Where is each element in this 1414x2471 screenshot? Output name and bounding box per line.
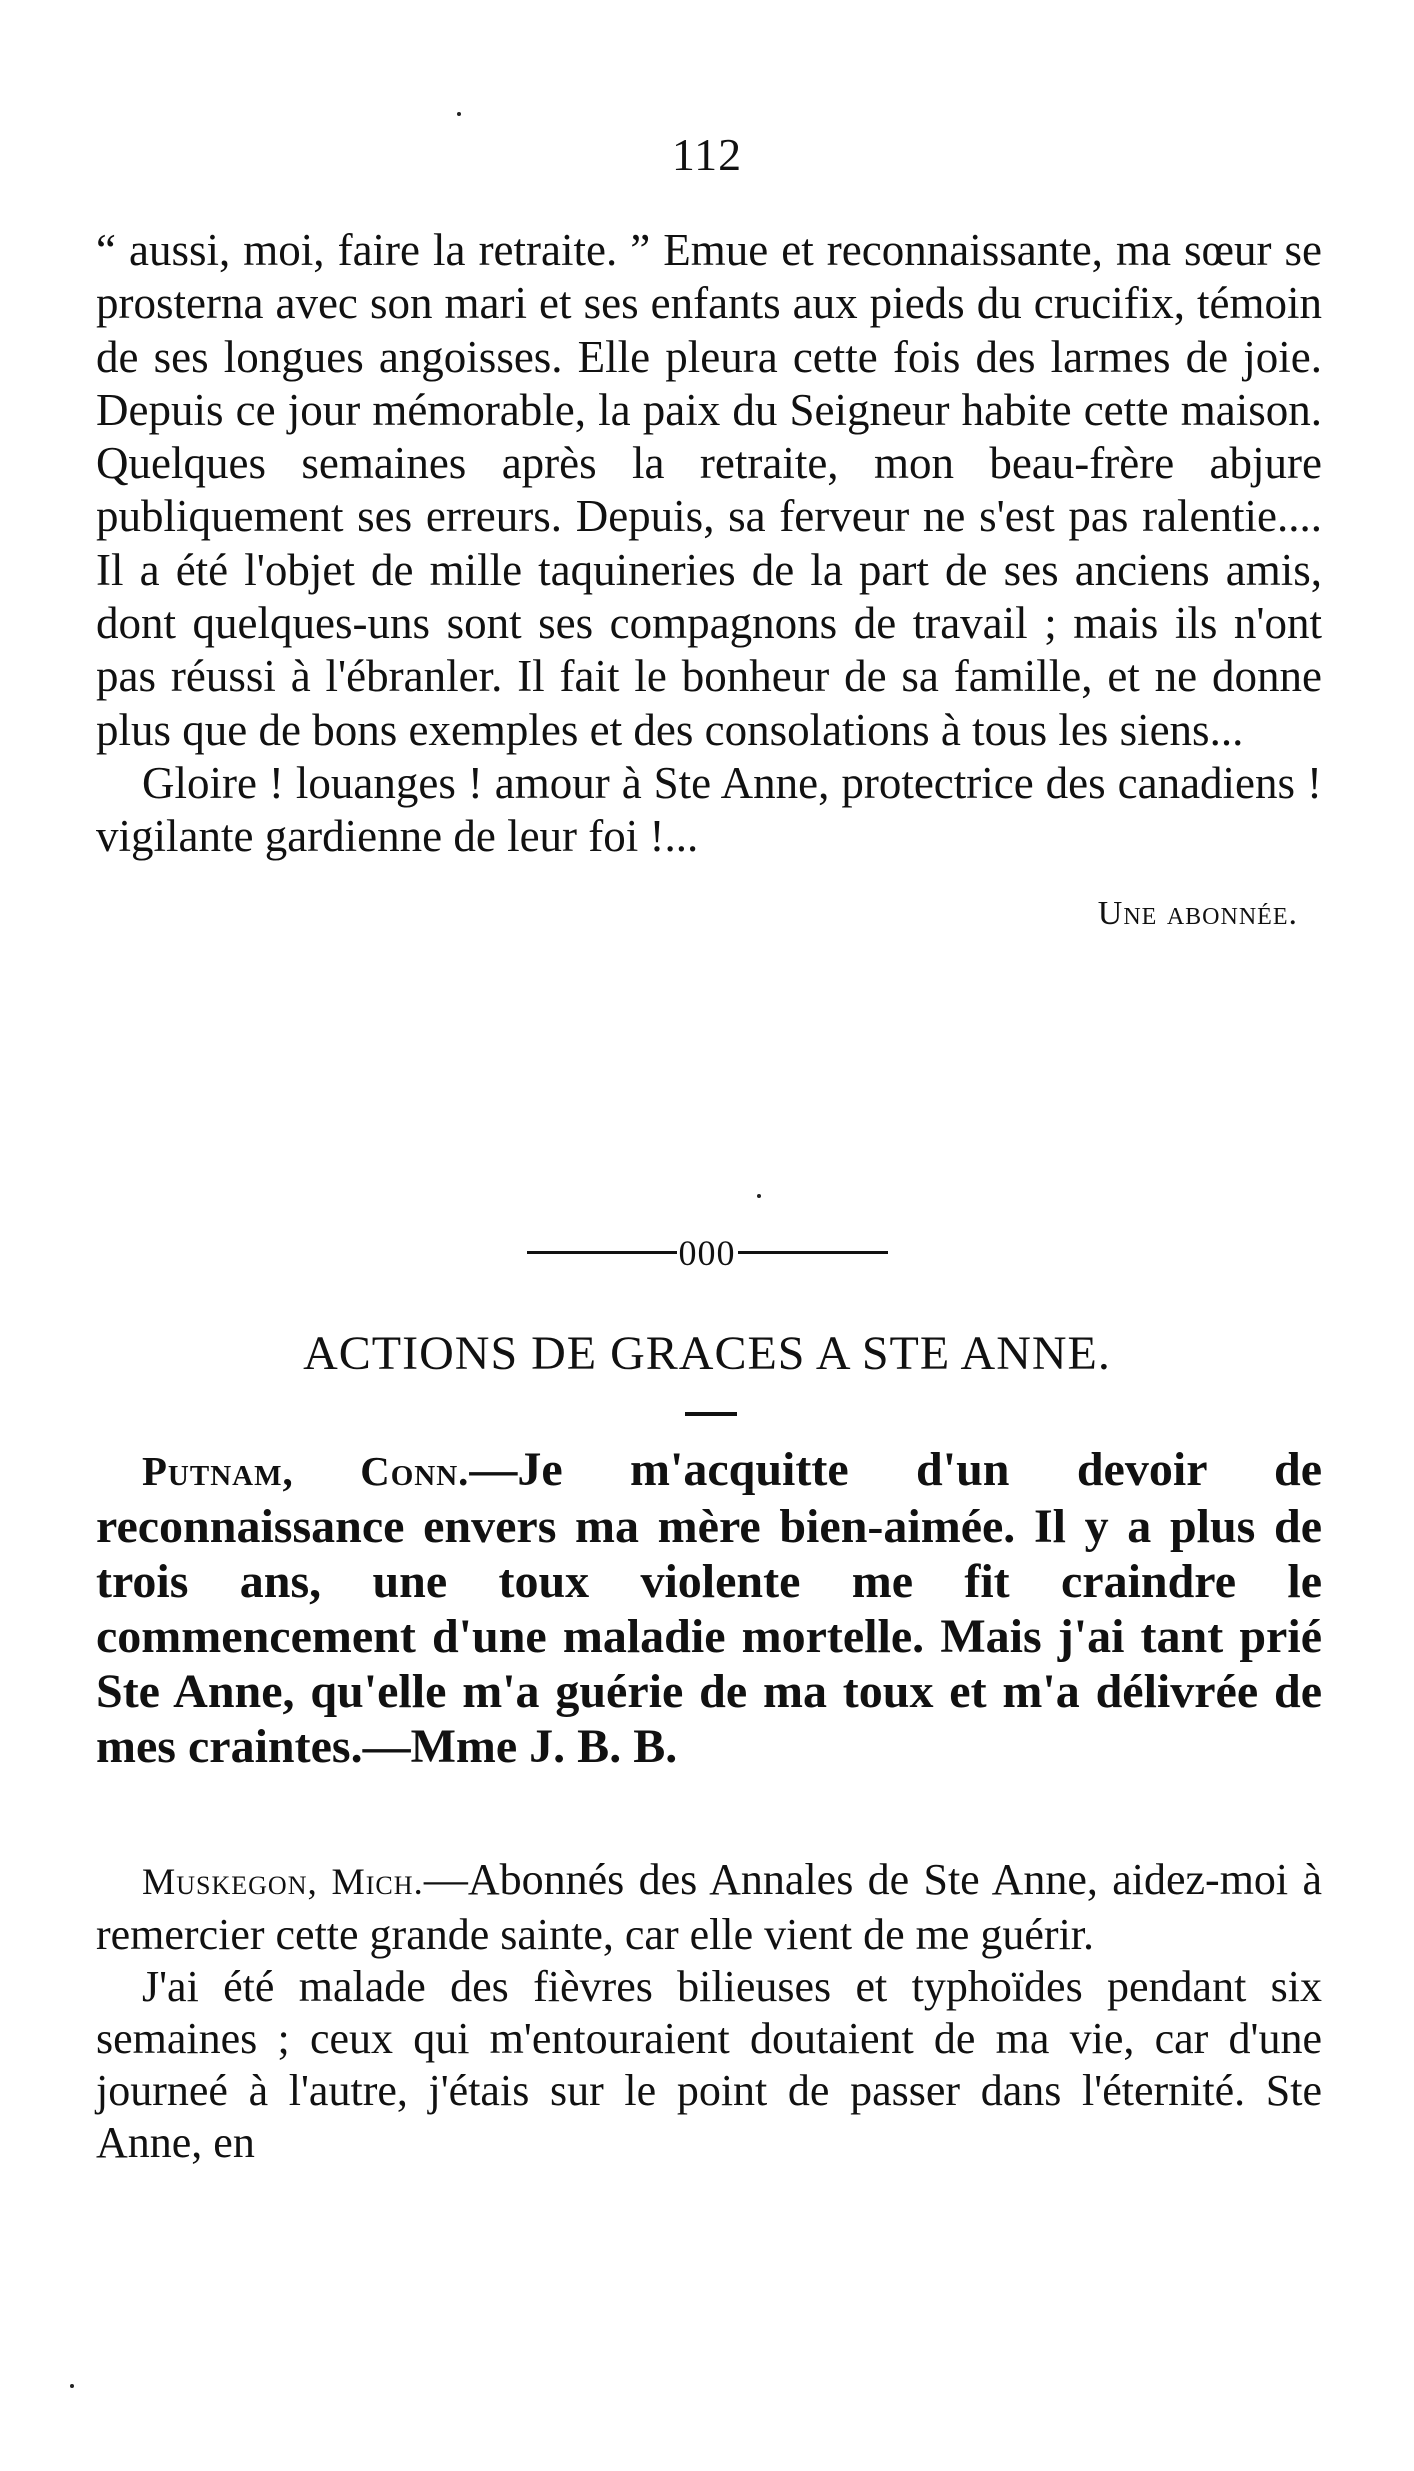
entry-continuation: J'ai été malade des fièvres bilieuses et typhoïdes pendant six semaines ; ceux qui m'entouraient doutaient de ma vie, car d'une journeé à l'autre, j'étais sur le point de passer dans l'éternité. Ste Anne, en [96,1962,1322,2167]
entry-place: Putnam, Conn. [142,1449,470,1494]
entry-text: —Abonnés des Annales de Ste Anne, aidez-moi à remercier cette grande sainte, car elle vient de me guérir. [96,1855,1322,1959]
divider-rule-right [738,1251,888,1254]
print-speck [757,1194,761,1198]
entry-paragraph [96,1854,1322,1961]
signature-text: Une abonnée. [1097,894,1298,932]
page-number: 112 [671,129,743,180]
testimony-paragraph: “ aussi, moi, faire la retraite. ” Emue et reconnaissante, ma sœur se prosterna avec son mari et ses enfants aux pieds du crucifix, témoin de ses longues angoisses. Elle pleura cette fois des larmes de joie. Depuis ce jour mémorable, la paix du Seigneur habite cette maison. Quelques semaines après la retraite, mon beau-frère abjure publiquement ses erreurs. Depuis, sa ferveur ne s'est pas ralentie.... Il a été l'objet de mille taquineries de la part de ses anciens amis, dont quelques-uns sont ses compagnons de travail ; mais ils n'ont pas réussi à l'ébranler. Il fait le bonheur de sa famille, et ne donne plus que de bons exemples et des consolations à tous les siens... [96,225,1322,755]
testimony-end [96,224,1322,940]
section-divider [0,1228,1414,1274]
heading-rule [685,1412,737,1416]
thanksgiving-entry-muskegon [96,1854,1322,2169]
entry-text: —Je m'acquitte d'un devoir de reconnaissance envers ma mère bien-aimée. Il y a plus de trois ans, une toux violente me fit craindre le commencement d'une maladie mortelle. Mais j'ai tant prié Ste Anne, qu'elle m'a guérie de ma toux et m'a délivrée de mes craintes.—Mme J. B. B. [96,1443,1323,1773]
print-speck [457,112,461,116]
praise-paragraph: Gloire ! louanges ! amour à Ste Anne, protectrice des canadiens ! vigilante gardienne de leur foi !... [96,757,1322,862]
thanksgiving-entry-putnam [96,1442,1322,1774]
section-heading: ACTIONS DE GRACES A STE ANNE. [303,1327,1111,1380]
divider-ornament: 000 [678,1232,736,1273]
entry-paragraph [96,1442,1322,1774]
entry-place: Muskegon, Mich. [142,1862,424,1903]
signature [96,884,1322,940]
print-speck [70,2384,74,2388]
divider-rule-left [527,1251,677,1254]
